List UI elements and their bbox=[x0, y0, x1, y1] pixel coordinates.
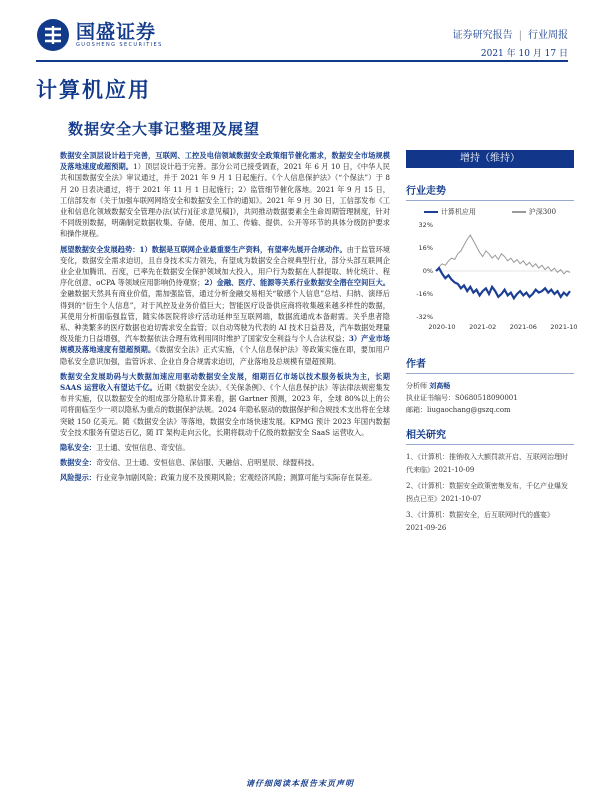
cert-label: 执业证书编号： bbox=[406, 394, 455, 402]
sidebar bbox=[406, 150, 578, 538]
trends-lead-2: 2）金融、医疗、能源等关系行业数据安全潜在空间巨大。 bbox=[204, 278, 390, 288]
y-tick-label: -16% bbox=[416, 290, 433, 298]
rating-badge: 增持（维持） bbox=[406, 150, 574, 168]
y-tick-label: 32% bbox=[418, 221, 433, 229]
related-section bbox=[406, 426, 574, 535]
trends-text: 由于监管环境变化，数据安全需求迫切，且自身技术实力领先，有望成为数据安全合规典型行业，部分头部互联网企业企业加腾讯、百度，已率先在数据安全保护领域加大投入，用户行为数据在人群提取、转化统计、程序化创意、oCPA 等领域应用影响仍待观察； bbox=[60, 244, 390, 288]
report-kind-label: 行业周报 bbox=[528, 30, 568, 41]
risk-text: 行业竞争加剧风险；政策力度不及预期风险；宏观经济风险；测算可能与实际存在误差。 bbox=[95, 473, 377, 483]
y-tick-label: 0% bbox=[422, 267, 433, 275]
legend-label-index: 沪深300 bbox=[528, 208, 557, 216]
related-item[interactable]: 2、《计算机：数据安全政策密集发布，千亿产业爆发拐点已至》2021-10-07 bbox=[406, 482, 568, 503]
report-type-label: 证券研究报告 bbox=[452, 30, 513, 41]
trends-text-2: 金融数据天然具有商业价值，需加强监管，通过分析金融交易相关“敏感个人信息”总结、归纳、演绎后得到的“衍生个人信息”，对于风控及业务价值巨大；智能医疗设备供应商将收集越来越多样性的数据，其使用分析面临强监管，随实体医院将诊疗活动延伸至互联网端，数据流通成本备耐需。关乎患者隐私、种类繁多的医疗数据也迫切需求安全监管；以自动驾驶为代表的 AI 技术日益普及，汽车数据处理量级及能力日益增强，汽车数据依法合理有效利用同时维护了国家安全利益与个人合法权益； bbox=[60, 289, 390, 344]
paragraph-trends bbox=[60, 244, 390, 367]
trend-chart bbox=[406, 219, 578, 337]
data-security-label: 数据安全： bbox=[60, 458, 96, 468]
author-section-title: 作者 bbox=[406, 355, 574, 374]
legend-item-industry bbox=[424, 207, 476, 217]
guosheng-logo-icon bbox=[36, 18, 70, 52]
chart-legend bbox=[406, 207, 574, 217]
market-text: 近期《数据安全法》、《关保条例》、《个人信息保护法》等法律法规密集发布并实施，仅以数据安全的组成部分隐私计算来看，据 Gartner 预测，2023 年，全球 80%以上的公司将面临至少一项以隐私为重点的数据保护法规。2024 年隐私驱动的数据保护和合规技术支出将在全球突破 150 亿美元。随《数据安全法》等落地，数据安全市场快速发展。KPMG 预计 2023 年国内数据安全技术服务有望达百亿，随 IT 架构走向云化，长期将载动千亿级的数据安全 SaaS 运营收入。 bbox=[60, 383, 390, 437]
paragraph-policy bbox=[60, 150, 390, 240]
cert-number: S0680518090001 bbox=[455, 394, 518, 402]
legend-swatch-index bbox=[512, 211, 526, 213]
trends-lead: 展望数据安全发展趋势：1）数据是互联网企业最重要生产资料，有望率先展开合规动作。 bbox=[60, 244, 347, 254]
analyst-line bbox=[406, 380, 574, 392]
trends-lead-3: 3）产业市场规模及落地速度有望超预期。 bbox=[60, 334, 390, 355]
trends-text-3: 《数据安全法》正式实施，《个人信息保护法》等政策实施在即，要加用户隐私安全意识加强，监管诉求、企业自身合规需求迫切，产业落地及总规模有望超预期。 bbox=[60, 345, 390, 366]
email-address[interactable]: liugaochang@gszq.com bbox=[427, 406, 511, 414]
related-item[interactable]: 1、《计算机：推销收入大额罚款开启、互联网治理时代来临》2021-10-09 bbox=[406, 453, 568, 474]
series-line-industry bbox=[436, 268, 570, 298]
data-security-text: 奇安信、卫士通、安恒信息、深信服、天融信、启明星辰、绿盟科技。 bbox=[95, 458, 319, 468]
email-line bbox=[406, 404, 574, 416]
policy-lead: 数据安全顶层设计趋于完善，互联网、工控及电信领域数据安全政策细节催化需求，数据安全市场规模及落地速度或超预期。 bbox=[60, 151, 390, 172]
paragraph-risk bbox=[60, 472, 390, 483]
paragraph-market bbox=[60, 371, 390, 438]
report-header bbox=[0, 0, 600, 64]
y-tick-label: 16% bbox=[418, 244, 433, 252]
report-title: 数据安全大事记整理及展望 bbox=[68, 120, 261, 138]
series-line-index bbox=[436, 235, 570, 274]
x-tick-label: 2021-06 bbox=[509, 323, 537, 331]
report-type: 证券研究报告 | 行业周报 bbox=[452, 30, 568, 41]
logo-en-text: GUOSHENG SECURITIES bbox=[76, 42, 163, 48]
header-divider bbox=[36, 60, 568, 62]
x-tick-label: 2020-10 bbox=[428, 323, 456, 331]
privacy-text: 卫士通、安恒信息、奇安信。 bbox=[95, 443, 190, 453]
legend-item-index bbox=[512, 207, 556, 217]
market-lead: 数据安全发展助码与大数据加速应用驱动数据安全发展，细期百亿市场以技术服务板块为主，长期 SAAS 运营收入有望达千亿。 bbox=[60, 371, 390, 393]
footer-disclaimer: 请仔细阅读本报告末页声明 bbox=[246, 778, 354, 788]
logo-cn-text: 国盛证券 bbox=[76, 21, 157, 43]
industry-title: 计算机应用 bbox=[36, 78, 151, 102]
report-date: 2021 年 10 月 17 日 bbox=[480, 49, 568, 59]
risk-label: 风险提示： bbox=[60, 473, 96, 483]
related-item[interactable]: 3、《计算机：数据安全，后互联网时代的盛宴》2021-09-26 bbox=[406, 511, 554, 532]
analyst-label: 分析师 bbox=[406, 382, 427, 390]
analyst-name: 刘高畅 bbox=[429, 381, 451, 390]
y-tick-label: -32% bbox=[416, 313, 433, 321]
legend-label-industry: 计算机应用 bbox=[440, 208, 476, 216]
report-body bbox=[60, 150, 390, 488]
author-section bbox=[406, 355, 574, 416]
trend-section-title: 行业走势 bbox=[406, 182, 574, 201]
cert-line bbox=[406, 392, 574, 404]
policy-text: 1）顶层设计趋于完善。部分公司已接受调查，2021 年 6 月 10 日，《中华人民共和国数据安全法》审议通过，并于 2021 年 9 月 1 日起施行。《个人信息保护法》（“个保法”）于 8 月 20 日表决通过，将于 2021 年 11 月 1 日起施行；2）监管细节催化落地。2021 年 9 月 15 日，工信部发布《关于加强车联网网络安全和数据安全工作的通知》。2021 年 9 月 30 日，工信部发布《工业和信息化领域数据安全管理办法(试行)[征求意见稿]》，共同推动数据要素全生命周期管理制度，针对不同级别数据，明确制定数据收集、存储、使用、加工、传输、提供、公开等环节的具体分级防护要求和操作规程。 bbox=[60, 162, 390, 239]
privacy-label: 隐私安全： bbox=[60, 443, 96, 453]
legend-swatch-industry bbox=[424, 211, 438, 213]
x-tick-label: 2021-10 bbox=[550, 323, 578, 331]
paragraph-data-security bbox=[60, 457, 390, 468]
x-tick-label: 2021-02 bbox=[469, 323, 497, 331]
company-logo bbox=[36, 18, 163, 52]
email-label: 邮箱： bbox=[406, 406, 427, 414]
paragraph-privacy bbox=[60, 442, 390, 453]
related-section-title: 相关研究 bbox=[406, 426, 574, 445]
